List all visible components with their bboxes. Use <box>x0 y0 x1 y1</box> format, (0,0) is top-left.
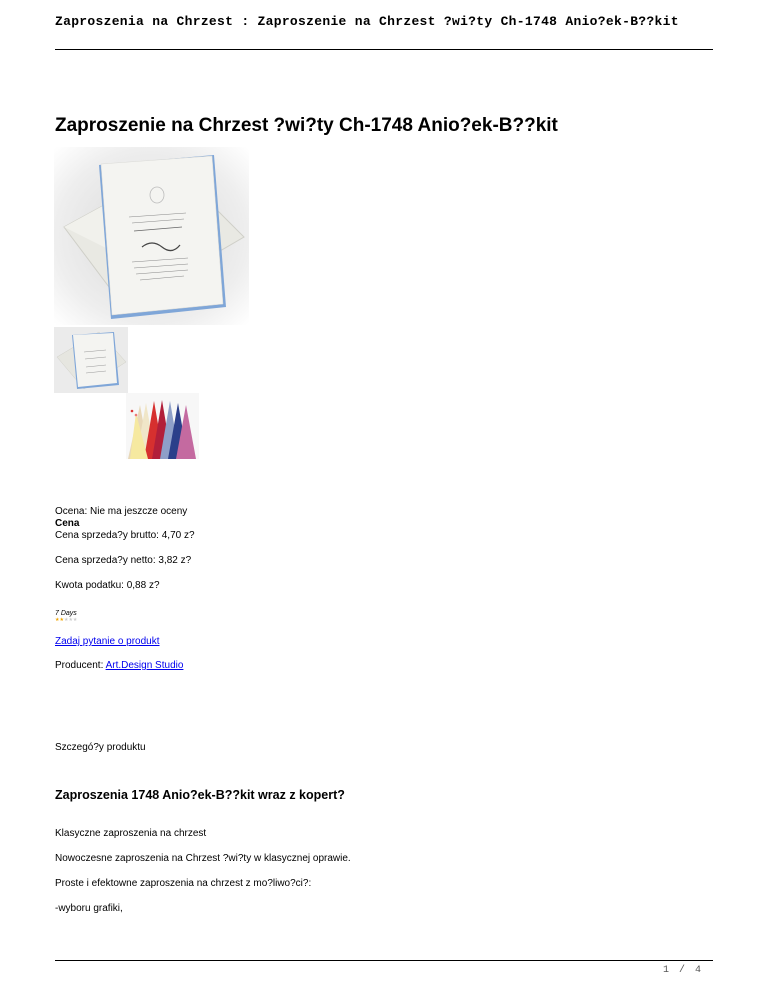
product-title: Zaproszenie na Chrzest ?wi?ty Ch-1748 Anio?ek-B??kit <box>55 115 558 136</box>
price-net: Cena sprzeda?y netto: 3,82 z? <box>55 555 192 566</box>
product-thumbnail-2[interactable] <box>126 393 199 459</box>
delivery-badge-text: 7 Days <box>55 610 77 617</box>
description-paragraph: -wyboru grafiki, <box>55 903 123 914</box>
product-main-image[interactable] <box>54 147 249 325</box>
description-heading: Zaproszenia 1748 Anio?ek-B??kit wraz z kopert? <box>55 788 345 802</box>
description-paragraph: Nowoczesne zaproszenia na Chrzest ?wi?ty w klasycznej oprawie. <box>55 853 351 864</box>
delivery-stars-icon: ★★★★★ <box>55 617 78 623</box>
product-details-label: Szczegó?y produktu <box>55 742 146 753</box>
producer-line <box>55 660 183 671</box>
delivery-badge <box>55 610 85 624</box>
tax-amount: Kwota podatku: 0,88 z? <box>55 580 160 591</box>
producer-label: Producent: <box>55 660 106 671</box>
product-thumbnail-1[interactable] <box>54 327 128 393</box>
price-heading: Cena <box>55 518 80 529</box>
price-gross: Cena sprzeda?y brutto: 4,70 z? <box>55 530 195 541</box>
producer-link[interactable]: Art.Design Studio <box>105 660 184 671</box>
header-rule <box>55 49 713 50</box>
page-header: Zaproszenia na Chrzest : Zaproszenie na Chrzest ?wi?ty Ch-1748 Anio?ek-B??kit <box>55 14 679 29</box>
page-indicator: 1 / 4 <box>663 965 704 976</box>
footer-rule <box>55 960 713 961</box>
description-paragraph: Proste i efektowne zaproszenia na chrzest z mo?liwo?ci?: <box>55 878 312 889</box>
ask-question-link[interactable]: Zadaj pytanie o produkt <box>55 636 160 647</box>
description-paragraph: Klasyczne zaproszenia na chrzest <box>55 828 207 839</box>
rating-text: Ocena: Nie ma jeszcze oceny <box>55 506 188 517</box>
